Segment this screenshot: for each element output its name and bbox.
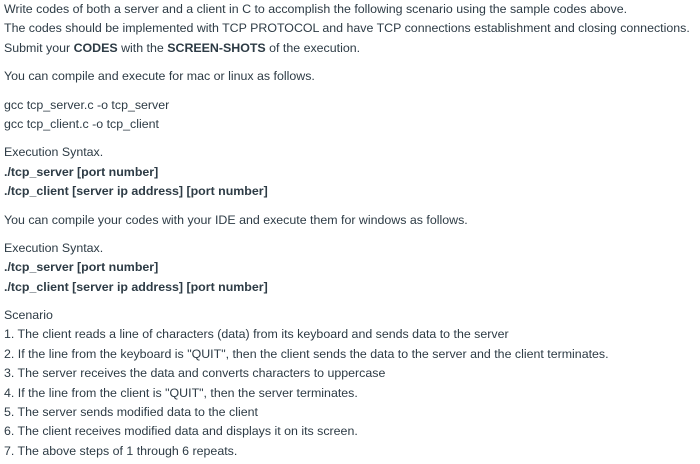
compile-win-heading: You can compile your codes with your IDE and execute them for windows as follows. [4,212,468,227]
intro-line-1: Write codes of both a server and a client in C to accomplish the following scenario using the sample codes above. [4,2,628,16]
exec-win-server-line [4,258,698,277]
exec-unix-heading: Execution Syntax. [4,145,104,160]
codes-emphasis: CODES [73,40,118,55]
scenario-step: 5. The server sends modified data to the client [4,405,258,420]
submit-prefix: Submit your [4,40,74,55]
scenario-step: 7. The above steps of 1 through 6 repeats. [4,443,238,458]
exec-win-client-line [4,278,698,297]
exec-unix-server: ./tcp_server [port number] [4,164,159,179]
intro-line-3 [4,39,698,58]
exec-win-server: ./tcp_server [port number] [4,260,159,275]
compile-server-command: gcc tcp_server.c -o tcp_server [4,97,170,112]
intro-line-2: The codes should be implemented with TCP PROTOCOL and have TCP connections establishment and closing connections. [4,21,690,36]
screenshots-emphasis: SCREEN-SHOTS [167,40,266,55]
compile-client-command: gcc tcp_client.c -o tcp_client [4,116,159,131]
scenario-step: 6. The client receives modified data and displays it on its screen. [4,424,358,439]
exec-unix-server-line [4,163,698,182]
submit-suffix: of the execution. [265,40,361,55]
scenario-step: 2. If the line from the keyboard is "QUIT", then the client sends the data to the server and the client terminates. [4,346,609,361]
scenario-heading: Scenario [4,308,53,323]
scenario-step: 4. If the line from the client is "QUIT", then the server terminates. [4,385,358,400]
scenario-step: 3. The server receives the data and converts characters to uppercase [4,366,386,381]
exec-unix-client: ./tcp_client [server ip address] [port number] [4,184,268,199]
scenario-step: 1. The client reads a line of characters (data) from its keyboard and sends data to the server [4,327,509,342]
exec-win-heading: Execution Syntax. [4,240,104,255]
assignment-document [4,0,698,461]
exec-win-client: ./tcp_client [server ip address] [port number] [4,279,268,294]
compile-mac-heading: You can compile and execute for mac or linux as follows. [4,69,315,84]
submit-mid: with the [117,40,168,55]
exec-unix-client-line [4,182,698,201]
